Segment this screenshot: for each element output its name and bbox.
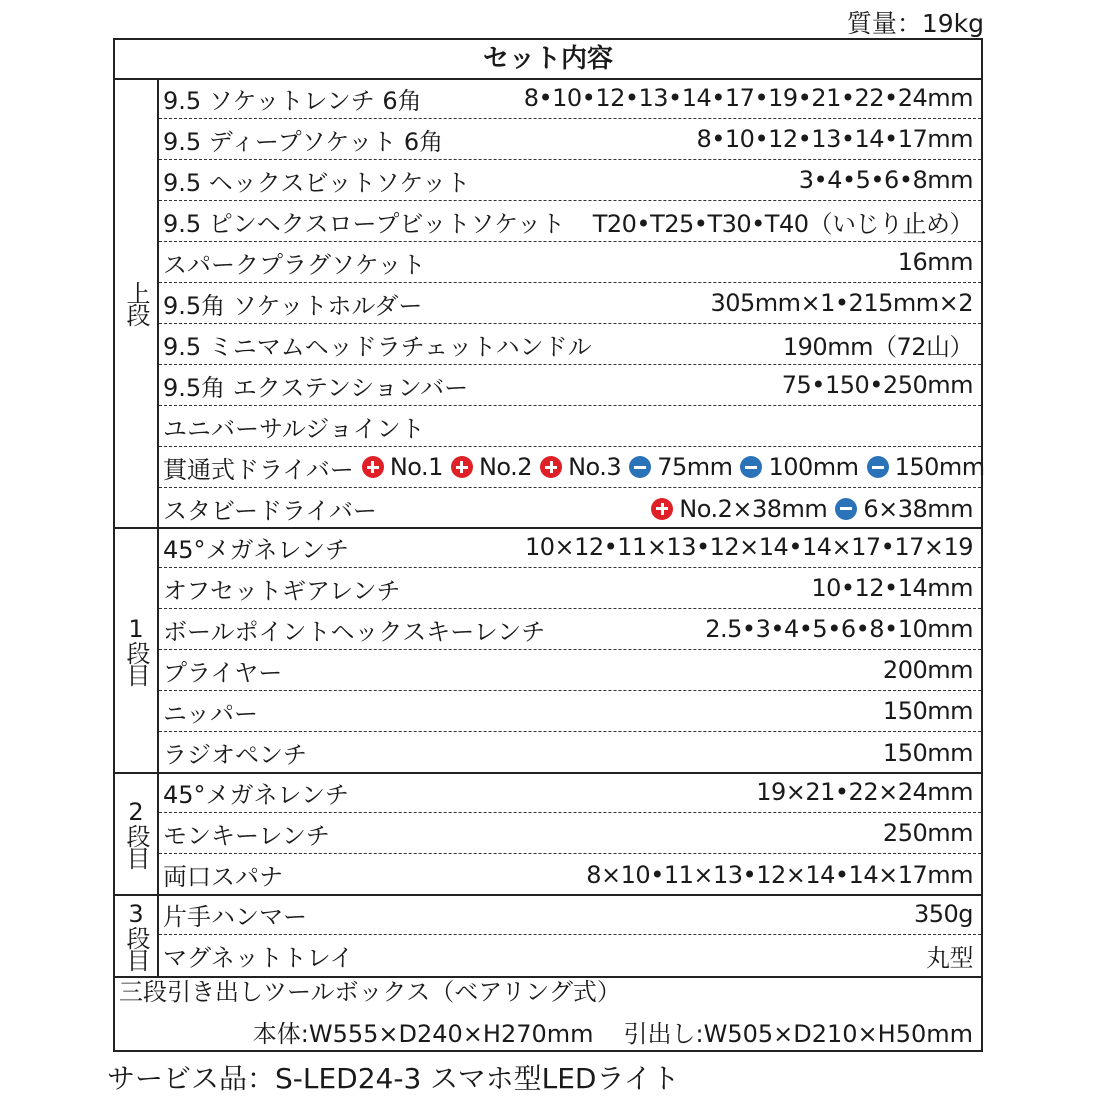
table-title: セット内容 — [115, 40, 981, 80]
item-spec: 19×21•22×24mm — [756, 778, 973, 806]
item-spec: 2.5•3•4•5•6•8•10mm — [705, 615, 973, 643]
phillips-icon — [451, 456, 473, 478]
table-row — [159, 160, 981, 201]
table-row — [159, 242, 981, 283]
item-spec: T20•T25•T30•T40（いじり止め） — [592, 209, 973, 238]
item-name: マグネットトレイ — [163, 944, 354, 972]
table-row — [159, 283, 981, 324]
item-spec: 150mm — [882, 738, 973, 767]
table-row — [159, 406, 981, 447]
table-row — [159, 772, 981, 813]
driver-size-label: 75mm — [657, 453, 733, 481]
phillips-icon — [540, 456, 562, 478]
table-row — [159, 201, 981, 242]
table-row — [159, 894, 981, 935]
item-spec: 200mm — [882, 656, 973, 684]
item-spec: 305mm×1•215mm×2 — [710, 289, 973, 317]
item-name: 片手ハンマー — [163, 902, 307, 931]
driver-size-label: 150mm — [894, 453, 985, 481]
item-spec: 190mm（72山） — [782, 332, 973, 361]
section-label: 上段 — [115, 78, 159, 527]
driver-size-label: No.3 — [568, 453, 622, 481]
section-label: 1段目 — [115, 527, 159, 772]
item-spec: 150mm — [882, 697, 973, 725]
item-spec — [643, 495, 973, 523]
item-name: 両口スパナ — [163, 863, 283, 891]
section-rows — [159, 772, 981, 894]
flathead-icon — [740, 456, 762, 478]
driver-size — [651, 495, 827, 523]
driver-size — [629, 453, 732, 481]
flathead-icon — [835, 498, 857, 520]
driver-size-label: 100mm — [768, 453, 859, 481]
weight-label: 質量：19kg — [846, 9, 984, 38]
toolbox-dimensions — [253, 1014, 973, 1049]
item-name: ニッパー — [163, 699, 259, 728]
item-name: 45°メガネレンチ — [163, 780, 349, 809]
driver-size — [451, 453, 532, 481]
item-spec: 75•150•250mm — [781, 371, 973, 399]
item-name: 9.5 ミニマムヘッドラチェットハンドル — [163, 332, 592, 361]
item-name: 9.5 ヘックスビットソケット — [163, 168, 471, 197]
table-row — [159, 527, 981, 568]
table-row — [159, 365, 981, 406]
section-label: 2段目 — [115, 772, 159, 894]
item-spec: 3•4•5•6•8mm — [798, 166, 973, 194]
item-name: ラジオペンチ — [163, 741, 307, 769]
driver-size-label: No.2×38mm — [679, 494, 828, 523]
item-name: プライヤー — [163, 658, 283, 687]
driver-size-label: 6×38mm — [863, 494, 973, 523]
item-name: 9.5 ディープソケット 6角 — [163, 127, 444, 156]
item-spec — [354, 453, 985, 481]
item-name: スタビードライバー — [163, 497, 377, 525]
item-spec: 8•10•12•13•14•17•19•21•22•24mm — [523, 84, 973, 112]
item-spec: 350g — [913, 900, 973, 928]
table-row — [159, 732, 981, 773]
toolbox-drawer-dims: 引出し:W505×D210×H50mm — [623, 1020, 973, 1048]
item-name: ユニバーサルジョイント — [163, 414, 425, 443]
item-spec: 丸型 — [926, 944, 973, 972]
table-row — [159, 119, 981, 160]
item-name: 9.5角 エクステンションバー — [163, 373, 469, 402]
phillips-icon — [362, 456, 384, 478]
item-name: オフセットギアレンチ — [163, 576, 401, 605]
table-row — [159, 813, 981, 854]
section-drawer-1 — [115, 527, 981, 774]
section-drawer-2 — [115, 772, 981, 896]
contents-table — [113, 38, 983, 1052]
item-spec: 8•10•12•13•14•17mm — [696, 125, 973, 153]
item-name: 9.5角 ソケットホルダー — [163, 291, 423, 320]
driver-size-label: No.2 — [478, 453, 533, 481]
driver-size-label: No.1 — [389, 453, 443, 481]
table-row — [159, 78, 981, 119]
item-spec: 10•12•14mm — [811, 574, 973, 602]
item-name: 9.5 ソケットレンチ 6角 — [163, 86, 422, 115]
flathead-icon — [867, 456, 889, 478]
table-row — [159, 568, 981, 609]
item-spec: 10×12•11×13•12×14•14×17•17×19 — [524, 533, 973, 561]
service-item: サービス品：S-LED24-3 スマホ型LEDライト — [107, 1062, 680, 1095]
item-name: モンキーレンチ — [163, 821, 330, 850]
table-row — [159, 609, 981, 650]
toolbox-info — [115, 966, 981, 1050]
phillips-icon — [651, 498, 673, 520]
table-row — [159, 447, 985, 488]
table-row — [159, 488, 981, 529]
item-name: 9.5 ピンヘクスロープビットソケット — [163, 209, 565, 238]
toolbox-body-dims: 本体:W555×D240×H270mm — [252, 1020, 594, 1048]
item-spec: 16mm — [897, 248, 973, 276]
item-name: 45°メガネレンチ — [163, 535, 349, 564]
section-rows — [159, 78, 985, 527]
table-row — [159, 691, 981, 732]
toolbox-title: 三段引き出しツールボックス（ベアリング式） — [119, 978, 621, 1006]
driver-size — [740, 453, 858, 481]
driver-size — [362, 453, 443, 481]
item-name: 貫通式ドライバー — [163, 455, 354, 484]
section-rows — [159, 894, 981, 976]
flathead-icon — [629, 456, 651, 478]
item-name: ボールポイントヘックスキーレンチ — [163, 617, 546, 646]
item-name: スパークプラグソケット — [163, 250, 426, 279]
table-row — [159, 324, 981, 365]
driver-size — [540, 453, 621, 481]
table-row — [159, 854, 981, 895]
section-label: 3段目 — [115, 894, 159, 976]
item-spec: 8×10•11×13•12×14•14×17mm — [586, 860, 973, 889]
table-row — [159, 650, 981, 691]
driver-size — [867, 453, 985, 481]
driver-size — [835, 495, 973, 523]
section-rows — [159, 527, 981, 772]
section-upper — [115, 78, 985, 529]
item-spec: 250mm — [882, 819, 973, 847]
